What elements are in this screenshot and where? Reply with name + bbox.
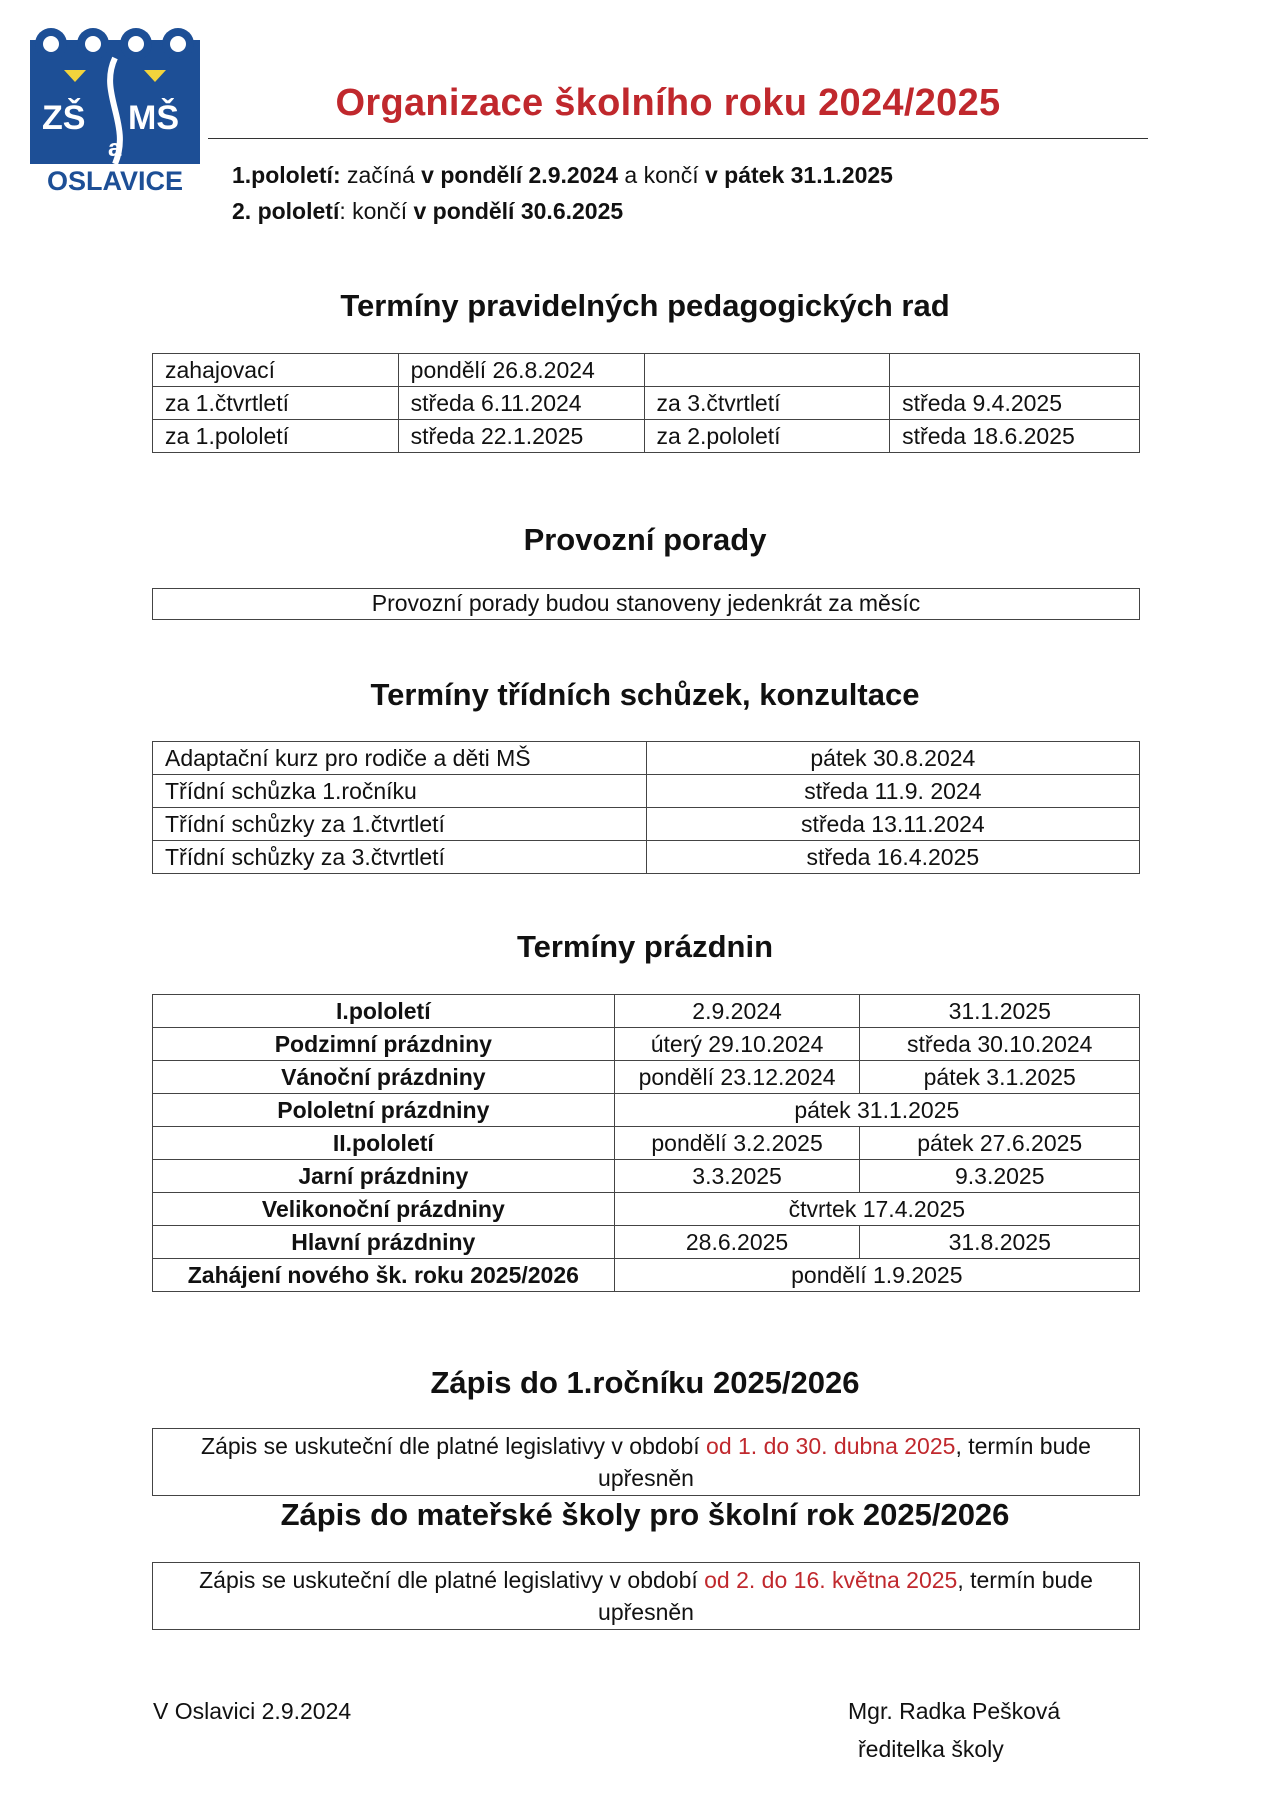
table-cell: 2.9.2024 — [614, 995, 860, 1028]
table-cell: pátek 30.8.2024 — [646, 742, 1139, 775]
table-cell: pondělí 23.12.2024 — [614, 1061, 860, 1094]
table-cell: 31.1.2025 — [860, 995, 1140, 1028]
table-cell: Zahájení nového šk. roku 2025/2026 — [153, 1259, 615, 1292]
table-cell: středa 9.4.2025 — [890, 387, 1140, 420]
zapis-1-period: od 1. do 30. dubna 2025 — [706, 1433, 956, 1459]
table-cell: za 1.pololetí — [153, 420, 399, 453]
table-cell: středa 18.6.2025 — [890, 420, 1140, 453]
section-title-rady: Termíny pravidelných pedagogických rad — [340, 288, 950, 323]
table-row — [153, 387, 1140, 420]
semester-2-info — [232, 198, 623, 225]
table-row — [153, 808, 1140, 841]
zapis-2-box — [152, 1562, 1140, 1630]
sem2-label: 2. pololetí — [232, 198, 340, 224]
table-cell: Třídní schůzky za 3.čtvrtletí — [153, 841, 647, 874]
school-logo — [30, 24, 200, 196]
table-cell: Pololetní prázdniny — [153, 1094, 615, 1127]
signer-name: Mgr. Radka Pešková — [848, 1698, 1061, 1724]
section-title-porady: Provozní porady — [523, 522, 767, 557]
table-cell: za 2.pololetí — [644, 420, 890, 453]
table-cell: pátek 31.1.2025 — [614, 1094, 1139, 1127]
table-row — [153, 1127, 1140, 1160]
sem1-text: a končí — [618, 162, 705, 188]
table-cell: Třídní schůzka 1.ročníku — [153, 775, 647, 808]
section-title-zapis-2: Zápis do mateřské školy pro školní rok 2025/2026 — [280, 1497, 1010, 1532]
zapis-2-text-end: , termín bude upřesněn — [598, 1567, 1093, 1625]
table-cell — [890, 354, 1140, 387]
table-cell: 3.3.2025 — [614, 1160, 860, 1193]
table-cell: 28.6.2025 — [614, 1226, 860, 1259]
table-cell: za 1.čtvrtletí — [153, 387, 399, 420]
table-cell: za 3.čtvrtletí — [644, 387, 890, 420]
table-cell: středa 22.1.2025 — [398, 420, 644, 453]
sem1-label: 1.pololetí: — [232, 162, 341, 188]
table-cell: středa 16.4.2025 — [646, 841, 1139, 874]
table-cell — [644, 354, 890, 387]
section-title-prazdniny: Termíny prázdnin — [516, 929, 774, 964]
table-cell: Jarní prázdniny — [153, 1160, 615, 1193]
table-cell: středa 30.10.2024 — [860, 1028, 1140, 1061]
sem2-text: : končí — [339, 198, 414, 224]
table-cell: čtvrtek 17.4.2025 — [614, 1193, 1139, 1226]
table-cell: středa 6.11.2024 — [398, 387, 644, 420]
logo-text-oslavice: OSLAVICE — [46, 166, 184, 196]
logo-circle — [170, 36, 186, 52]
table-cell: Adaptační kurz pro rodiče a děti MŠ — [153, 742, 647, 775]
zapis-1-box — [152, 1428, 1140, 1496]
table-row — [153, 995, 1140, 1028]
table-cell: Třídní schůzky za 1.čtvrtletí — [153, 808, 647, 841]
table-cell: zahajovací — [153, 354, 399, 387]
table-cell: pondělí 3.2.2025 — [614, 1127, 860, 1160]
zapis-1-text-end: , termín bude upřesněn — [598, 1433, 1091, 1491]
table-row — [153, 1193, 1140, 1226]
place-date: V Oslavici 2.9.2024 — [153, 1698, 352, 1724]
table-cell: Hlavní prázdniny — [153, 1226, 615, 1259]
table-cell: úterý 29.10.2024 — [614, 1028, 860, 1061]
logo-circle — [43, 36, 59, 52]
sem1-end: v pátek 31.1.2025 — [704, 162, 893, 188]
table-cell: II.pololetí — [153, 1127, 615, 1160]
table-row — [153, 420, 1140, 453]
section-title-zapis-1: Zápis do 1.ročníku 2025/2026 — [430, 1365, 860, 1400]
table-row — [153, 1226, 1140, 1259]
table-row — [153, 1160, 1140, 1193]
table-cell: Podzimní prázdniny — [153, 1028, 615, 1061]
page-title: Organizace školního roku 2024/2025 — [335, 82, 1001, 124]
signer-role: ředitelka školy — [858, 1736, 1004, 1762]
sem2-end: v pondělí 30.6.2025 — [413, 198, 624, 224]
table-cell: pondělí 26.8.2024 — [398, 354, 644, 387]
table-row — [153, 742, 1140, 775]
schuzky-table — [152, 741, 1140, 874]
logo-text-zs: ZŠ — [42, 99, 86, 137]
zapis-2-period: od 2. do 16. května 2025 — [704, 1567, 958, 1593]
sem1-text: začíná — [340, 162, 422, 188]
table-cell: 9.3.2025 — [860, 1160, 1140, 1193]
table-cell: středa 11.9. 2024 — [646, 775, 1139, 808]
section-title-schuzky: Termíny třídních schůzek, konzultace — [370, 677, 920, 712]
table-row — [153, 1094, 1140, 1127]
zapis-1-text: Zápis se uskuteční dle platné legislativy v období — [201, 1433, 707, 1459]
logo-text-ms: MŠ — [128, 99, 179, 137]
table-cell: středa 13.11.2024 — [646, 808, 1139, 841]
zapis-2-text: Zápis se uskuteční dle platné legislativy v období — [199, 1567, 705, 1593]
table-row — [153, 354, 1140, 387]
logo-circle — [128, 36, 144, 52]
table-cell: pondělí 1.9.2025 — [614, 1259, 1139, 1292]
table-cell: 31.8.2025 — [860, 1226, 1140, 1259]
porady-box: Provozní porady budou stanoveny jedenkrát za měsíc — [152, 588, 1140, 620]
sem1-start: v pondělí 2.9.2024 — [421, 162, 619, 188]
table-row — [153, 1061, 1140, 1094]
table-row — [153, 1259, 1140, 1292]
logo-text-a: a — [108, 135, 122, 162]
table-row — [153, 1028, 1140, 1061]
title-divider — [208, 138, 1148, 139]
logo-circle — [85, 36, 101, 52]
table-cell: Vánoční prázdniny — [153, 1061, 615, 1094]
table-cell: I.pololetí — [153, 995, 615, 1028]
table-row — [153, 775, 1140, 808]
prazdniny-table — [152, 994, 1140, 1292]
semester-1-info — [232, 162, 893, 189]
table-cell: Velikonoční prázdniny — [153, 1193, 615, 1226]
table-cell: pátek 27.6.2025 — [860, 1127, 1140, 1160]
rady-table — [152, 353, 1140, 453]
table-cell: pátek 3.1.2025 — [860, 1061, 1140, 1094]
table-row — [153, 841, 1140, 874]
